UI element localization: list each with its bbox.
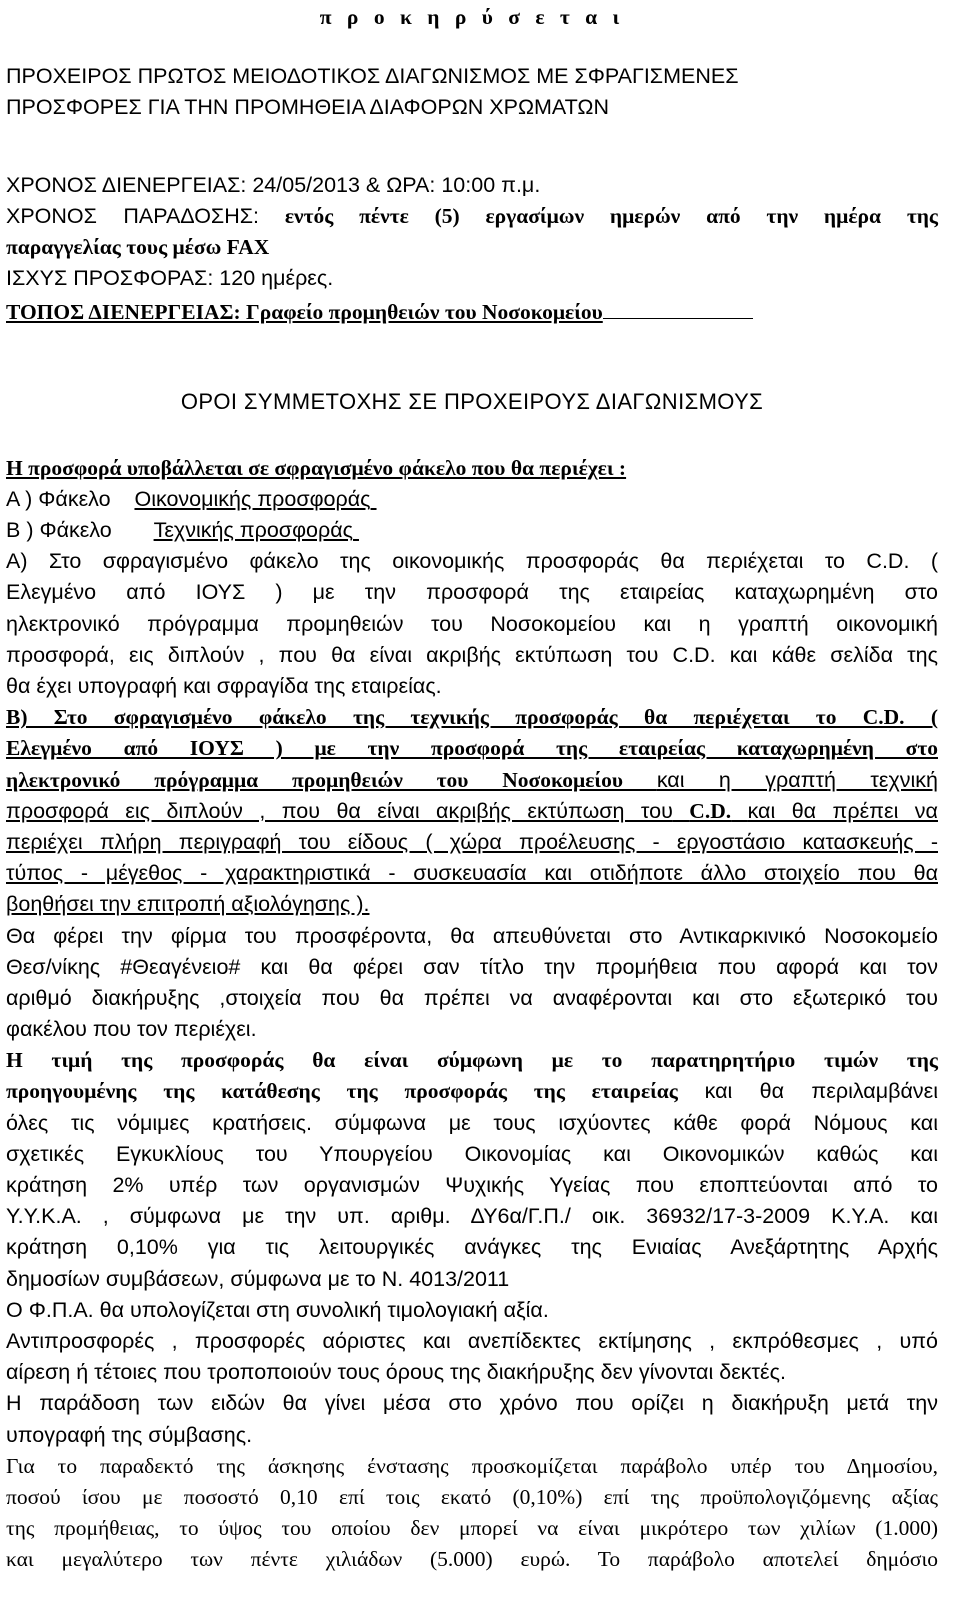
price-line-1: Η τιμή της προσφοράς θα είναι σύμφωνη με το παρατηρητήριο τιμών της — [6, 1048, 938, 1073]
tender-title-line-1: ΠΡΟΧΕΙΡΟΣ ΠΡΩΤΟΣ ΜΕΙΟΔΟΤΙΚΟΣ ΔΙΑΓΩΝΙΣΜΟΣ ΜΕ ΣΦΡΑΓΙΣΜΕΝΕΣ — [6, 64, 739, 89]
offer-validity: ΙΣΧΥΣ ΠΡΟΣΦΟΡΑΣ: 120 ημέρες. — [6, 266, 334, 291]
tender-title-line-2: ΠΡΟΣΦΟΡΕΣ ΓΙΑ ΤΗΝ ΠΡΟΜΗΘΕΙΑ ΔΙΑΦΟΡΩΝ ΧΡΩΜΑΤΩΝ — [6, 95, 610, 120]
technical-line-4b: C.D. — [689, 798, 732, 823]
price-line-6: Υ.Υ.Κ.Α. , σύμφωνα με την υπ. αριθμ. ΔΥ6α/Γ.Π./ οικ. 36932/17-3-2009 Κ.Υ.Α. και — [6, 1204, 938, 1229]
financial-line-1: Α) Στο σφραγισμένο φάκελο της οικονομικής προσφοράς θα περιέχεται το C.D. ( — [6, 549, 938, 574]
execution-time: ΧΡΟΝΟΣ ΔΙΕΝΕΡΓΕΙΑΣ: 24/05/2013 & ΩΡΑ: 10:00 π.μ. — [6, 172, 541, 197]
technical-line-4c: και θα πρέπει να — [747, 798, 938, 823]
technical-line-5: περιέχει πλήρη περιγραφή του είδους ( χώρα προέλευσης - εργοστάσιο κατασκευής - — [6, 829, 938, 854]
delivery-time-label: ΧΡΟΝΟΣ ΠΑΡΑΔΟΣΗΣ: — [6, 203, 260, 228]
technical-line-4a: προσφορά εις διπλούν , που θα είναι ακριβής εκτύπωση του — [6, 798, 673, 823]
participation-terms-heading: ΟΡΟΙ ΣΥΜΜΕΤΟΧΗΣ ΣΕ ΠΡΟΧΕΙΡΟΥΣ ΔΙΑΓΩΝΙΣΜΟΥΣ — [180, 388, 764, 414]
counter-line-2: αίρεση ή τέτοιες που τροποποιούν τους όρους της διακήρυξης δεν γίνονται δεκτές. — [6, 1360, 786, 1385]
price-line-2 — [6, 1076, 938, 1107]
technical-line-3a: ηλεκτρονικό πρόγραμμα προμηθειών του Νοσοκομείου — [6, 767, 623, 792]
objection-paragraph — [6, 1451, 938, 1576]
envelope-a — [6, 484, 938, 515]
delivery-time-value-b: εργασίμων ημερών από την ημέρα της — [485, 203, 939, 228]
envelope-b-value: Τεχνικής προσφοράς — [153, 518, 353, 543]
envelope-b-label: Β ) Φάκελο — [6, 518, 112, 543]
price-line-8: δημοσίων συμβάσεων, σύμφωνα με το Ν. 4013/2011 — [6, 1266, 510, 1291]
price-line-4: σχετικές Εγκυκλίους του Υπουργείου Οικονομίας και Οικονομικών καθώς και — [6, 1141, 938, 1166]
technical-offer-paragraph — [6, 702, 938, 920]
execution-place-text: ΤΟΠΟΣ ΔΙΕΝΕΡΓΕΙΑΣ: Γραφείο προμηθειών του Νοσοκομείου — [6, 300, 603, 325]
technical-line-4 — [6, 796, 938, 827]
document-title: π ρ ο κ η ρ ύ σ ε τ α ι — [319, 5, 625, 29]
delivery-time-value-a: εντός πέντε (5) — [284, 203, 460, 228]
delivery-time-line-1 — [6, 201, 938, 232]
technical-line-3b: και η γραπτή τεχνική — [656, 767, 938, 792]
price-line-3: όλες τις νόμιμες κρατήσεις. σύμφωνα με τους ισχύοντες κάθε φορά Νόμους και — [6, 1110, 938, 1135]
signature-paragraph — [6, 921, 938, 1046]
envelope-a-value: Οικονομικής προσφοράς — [134, 486, 371, 511]
delivery-line-2: υπογραφή της σύμβασης. — [6, 1422, 253, 1447]
delivery-time-line-2: παραγγελίας τους μέσω FAX — [6, 234, 270, 259]
envelope-heading: Η προσφορά υποβάλλεται σε σφραγισμένο φάκελο που θα περιέχει : — [6, 455, 627, 480]
tender-title — [6, 61, 938, 123]
delivery-line-1: Η παράδοση των ειδών θα γίνει μέσα στο χρόνο που ορίζει η διακήρυξη μετά την — [6, 1391, 938, 1416]
technical-line-3 — [6, 765, 938, 796]
price-paragraph — [6, 1045, 938, 1295]
tender-times — [6, 170, 938, 326]
technical-line-6: τύπος - μέγεθος - χαρακτηριστικά - συσκευασία και οτιδήποτε άλλο στοιχείο που θα — [6, 861, 938, 886]
objection-line-4: και μεγαλύτερο των πέντε χιλιάδων (5.000) ευρώ. Το παράβολο αποτελεί δημόσιο — [6, 1547, 938, 1572]
objection-line-2: ποσού ίσου με ποσοστό 0,10 επί τοις εκατό (0,10%) επί της προϋπολογιζόμενης αξίας — [6, 1484, 938, 1509]
signature-line-2: Θεσ/νίκης #Θεαγένειο# και θα φέρει σαν τίτλο την προμήθεια που αφορά και τον — [6, 954, 938, 979]
objection-line-3: της προμήθειας, το ύψος του οποίου δεν μπορεί να είναι μικρότερο των χιλίων (1.000) — [6, 1516, 938, 1541]
price-line-7: κράτηση 0,10% για τις λειτουργικές ανάγκες της Ενιαίας Ανεξάρτητης Αρχής — [6, 1235, 938, 1260]
counter-line-1: Αντιπροσφορές , προσφορές αόριστες και ανεπίδεκτες εκτίμησης , εκπρόθεσμες , υπό — [6, 1328, 938, 1353]
technical-line-2: Ελεγμένο από ΙΟΥΣ ) με την προσφορά της εταιρείας καταχωρημένη στο — [6, 736, 938, 761]
financial-line-5: θα έχει υπογραφή και σφραγίδα της εταιρείας. — [6, 674, 442, 698]
financial-line-2: Ελεγμένο από ΙΟΥΣ ) με την προσφορά της εταιρείας καταχωρημένη στο — [6, 580, 938, 605]
technical-line-7: βοηθήσει την επιτροπή αξιολόγησης ). — [6, 892, 370, 917]
signature-line-1: Θα φέρει την φίρμα του προσφέροντα, θα απευθύνεται στο Αντικαρκινικό Νοσοκομείο — [6, 923, 938, 948]
counter-offers-paragraph — [6, 1326, 938, 1388]
financial-line-3: ηλεκτρονικό πρόγραμμα προμηθειών του Νοσοκομείου και η γραπτή οικονομική — [6, 611, 938, 636]
execution-place — [6, 294, 938, 325]
vat-line: Ο Φ.Π.Α. θα υπολογίζεται στη συνολική τιμολογιακή αξία. — [6, 1297, 549, 1322]
delivery-paragraph — [6, 1388, 938, 1450]
underline-rule — [603, 294, 753, 319]
envelope-a-label: Α ) Φάκελο — [6, 486, 111, 511]
signature-line-4: φακέλου που τον περιέχει. — [6, 1017, 257, 1042]
envelope-b — [6, 515, 938, 546]
price-line-2a: προηγουμένης της κατάθεσης της προσφοράς της εταιρείας — [6, 1079, 678, 1104]
price-line-5: κράτηση 2% υπέρ των οργανισμών Ψυχικής Υγείας που εποπτεύονται από το — [6, 1173, 938, 1197]
financial-line-4: προσφορά, εις διπλούν , που θα είναι ακριβής εκτύπωση του C.D. και κάθε σελίδα της — [6, 642, 938, 667]
signature-line-3: αριθμό διακήρυξης ,στοιχεία που θα πρέπει να αναφέρονται και στο εξωτερικό του — [6, 985, 938, 1010]
objection-line-1: Για το παραδεκτό της άσκησης ένστασης προσκομίζεται παράβολο υπέρ του Δημοσίου, — [6, 1453, 938, 1478]
technical-line-1: Β) Στο σφραγισμένο φάκελο της τεχνικής προσφοράς θα περιέχεται το C.D. ( — [6, 705, 938, 730]
price-line-2b: και θα περιλαμβάνει — [704, 1079, 938, 1104]
financial-offer-paragraph — [6, 546, 938, 702]
